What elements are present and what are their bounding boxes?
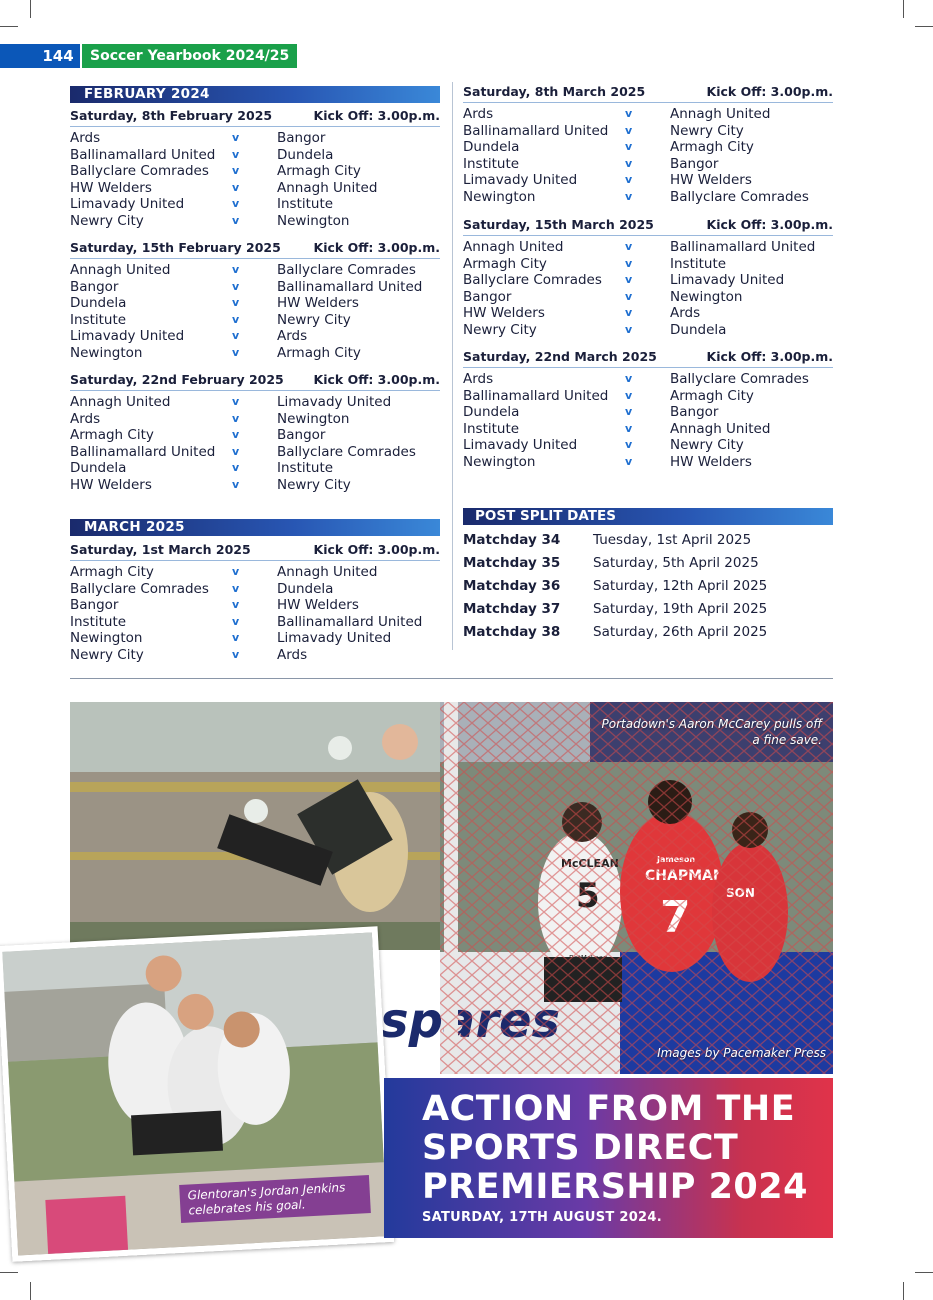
away-team: Newry City bbox=[277, 476, 351, 493]
fixture-date: Saturday, 22nd March 2025 bbox=[463, 349, 657, 364]
crop-mark bbox=[903, 1282, 904, 1300]
fixture-row bbox=[70, 180, 440, 197]
versus-label: v bbox=[232, 444, 240, 458]
fixture-row bbox=[70, 345, 440, 362]
matchday-label: Matchday 38 bbox=[463, 624, 561, 640]
home-team: Dundela bbox=[70, 460, 127, 477]
home-team: HW Welders bbox=[463, 305, 545, 322]
photo-caption-save: Portadown's Aaron McCarey pulls off a fine save. bbox=[601, 717, 822, 747]
fixture-group bbox=[70, 541, 440, 664]
fixture-group bbox=[463, 83, 833, 206]
fixture-row bbox=[463, 156, 833, 173]
fixture-group bbox=[70, 239, 440, 362]
home-team: HW Welders bbox=[70, 179, 152, 196]
post-split-heading: POST SPLIT DATES bbox=[463, 508, 833, 525]
away-team: Newry City bbox=[670, 122, 744, 139]
away-team: Newry City bbox=[670, 437, 744, 454]
versus-label: v bbox=[232, 329, 240, 343]
home-team: Armagh City bbox=[463, 255, 547, 272]
home-team: Newington bbox=[463, 188, 536, 205]
home-team: Limavady United bbox=[463, 172, 578, 189]
photo-credit: Images by Pacemaker Press bbox=[657, 1046, 826, 1060]
home-team: Ards bbox=[463, 106, 494, 122]
versus-label: v bbox=[232, 180, 240, 194]
fixture-row bbox=[463, 371, 833, 388]
home-team: Institute bbox=[463, 155, 520, 172]
away-team: Newry City bbox=[277, 311, 351, 328]
matchday-row bbox=[463, 598, 833, 620]
header-bar bbox=[0, 44, 38, 68]
versus-label: v bbox=[625, 306, 633, 320]
away-team: Limavady United bbox=[277, 630, 392, 647]
photo-caption-celebration: Glentoran's Jordan Jenkins celebrates his goal. bbox=[179, 1175, 371, 1223]
away-team: Ballyclare Comrades bbox=[670, 371, 809, 387]
home-team: Institute bbox=[70, 311, 127, 328]
fixture-row bbox=[70, 279, 440, 296]
home-team: Newry City bbox=[70, 212, 144, 229]
versus-label: v bbox=[625, 107, 633, 120]
away-team: HW Welders bbox=[277, 295, 359, 312]
versus-label: v bbox=[625, 140, 633, 154]
fixture-date: Saturday, 15th March 2025 bbox=[463, 217, 654, 232]
column-divider bbox=[452, 82, 453, 650]
matchday-date: Saturday, 26th April 2025 bbox=[593, 624, 768, 640]
versus-label: v bbox=[232, 581, 240, 595]
home-team: Armagh City bbox=[70, 564, 154, 580]
match-action-photo bbox=[440, 702, 833, 1074]
away-team: Bangor bbox=[277, 427, 326, 444]
home-team: Ballyclare Comrades bbox=[70, 580, 209, 597]
fixture-row bbox=[70, 427, 440, 444]
away-team: Newington bbox=[277, 212, 350, 229]
home-team: Bangor bbox=[70, 597, 119, 614]
fixture-row bbox=[70, 460, 440, 477]
fixture-row bbox=[70, 295, 440, 312]
versus-label: v bbox=[232, 312, 240, 326]
home-team: Dundela bbox=[463, 404, 520, 421]
fixture-row bbox=[70, 614, 440, 631]
fixture-date: Saturday, 15th February 2025 bbox=[70, 240, 281, 255]
crop-mark bbox=[903, 0, 904, 18]
matchday-label: Matchday 35 bbox=[463, 555, 561, 571]
fixture-row bbox=[463, 421, 833, 438]
home-team: HW Welders bbox=[70, 476, 152, 493]
away-team: Newington bbox=[670, 288, 743, 305]
versus-label: v bbox=[232, 147, 240, 161]
section-divider bbox=[70, 678, 833, 679]
versus-label: v bbox=[625, 240, 633, 253]
crop-mark bbox=[30, 0, 31, 18]
crop-mark bbox=[0, 1272, 18, 1273]
fixture-row bbox=[463, 388, 833, 405]
fixture-row bbox=[70, 394, 440, 411]
fixture-date-header bbox=[70, 541, 440, 561]
versus-label: v bbox=[232, 197, 240, 211]
versus-label: v bbox=[232, 565, 240, 578]
fixture-row bbox=[70, 630, 440, 647]
versus-label: v bbox=[625, 273, 633, 287]
home-team: Bangor bbox=[70, 278, 119, 295]
away-team: Armagh City bbox=[670, 139, 754, 156]
away-team: Annagh United bbox=[277, 564, 378, 580]
home-team: Institute bbox=[70, 613, 127, 630]
fixture-date: Saturday, 22nd February 2025 bbox=[70, 372, 284, 387]
page-number: 144 bbox=[36, 44, 80, 68]
matchday-label: Matchday 34 bbox=[463, 532, 561, 548]
versus-label: v bbox=[232, 164, 240, 178]
versus-label: v bbox=[625, 421, 633, 435]
fixture-row bbox=[463, 454, 833, 471]
fixture-row bbox=[70, 312, 440, 329]
away-team: Annagh United bbox=[670, 106, 771, 122]
versus-label: v bbox=[625, 156, 633, 170]
fixture-row bbox=[70, 130, 440, 147]
kickoff-time: Kick Off: 3.00p.m. bbox=[313, 240, 440, 255]
kickoff-time: Kick Off: 3.00p.m. bbox=[313, 542, 440, 557]
fixture-date-header bbox=[70, 239, 440, 259]
fixture-row bbox=[70, 213, 440, 230]
away-team: Limavady United bbox=[277, 394, 392, 410]
versus-label: v bbox=[625, 289, 633, 303]
crop-mark bbox=[915, 26, 933, 27]
fixture-date-header bbox=[463, 83, 833, 103]
versus-label: v bbox=[625, 123, 633, 137]
away-team: Bangor bbox=[670, 404, 719, 421]
home-team: Ballinamallard United bbox=[70, 443, 216, 460]
versus-label: v bbox=[625, 173, 633, 187]
fixture-row bbox=[70, 147, 440, 164]
versus-label: v bbox=[232, 598, 240, 612]
fixture-row bbox=[463, 139, 833, 156]
away-team: Annagh United bbox=[670, 420, 771, 437]
away-team: Ballinamallard United bbox=[277, 278, 423, 295]
home-team: Ballinamallard United bbox=[70, 146, 216, 163]
banner-title: ACTION FROM THE SPORTS DIRECT PREMIERSHIP 2024 bbox=[422, 1089, 808, 1207]
publication-title: Soccer Yearbook 2024/25 bbox=[82, 44, 297, 68]
away-team: Dundela bbox=[670, 321, 727, 338]
versus-label: v bbox=[625, 322, 633, 336]
versus-label: v bbox=[232, 263, 240, 276]
away-team: Limavady United bbox=[670, 272, 785, 289]
versus-label: v bbox=[625, 405, 633, 419]
away-team: HW Welders bbox=[670, 172, 752, 189]
home-team: Newington bbox=[463, 453, 536, 470]
versus-label: v bbox=[232, 279, 240, 293]
away-team: Ballinamallard United bbox=[670, 239, 816, 255]
versus-label: v bbox=[232, 411, 240, 425]
away-team: Ards bbox=[277, 328, 308, 345]
away-team: Annagh United bbox=[277, 179, 378, 196]
home-team: Ballinamallard United bbox=[463, 122, 609, 139]
fixture-row bbox=[463, 123, 833, 140]
versus-label: v bbox=[625, 189, 633, 203]
banner-date: SATURDAY, 17TH AUGUST 2024. bbox=[422, 1210, 662, 1225]
fixture-date-header bbox=[463, 216, 833, 236]
matchday-label: Matchday 36 bbox=[463, 578, 561, 594]
versus-label: v bbox=[625, 256, 633, 270]
month-heading-february: FEBRUARY 2024 bbox=[70, 86, 440, 103]
away-team: Ballyclare Comrades bbox=[277, 262, 416, 278]
away-team: Ards bbox=[670, 305, 701, 322]
home-team: Newington bbox=[70, 630, 143, 647]
kickoff-time: Kick Off: 3.00p.m. bbox=[313, 372, 440, 387]
fixture-date-header bbox=[463, 348, 833, 368]
fixture-date: Saturday, 8th February 2025 bbox=[70, 108, 273, 123]
versus-label: v bbox=[625, 438, 633, 452]
away-team: Ballyclare Comrades bbox=[670, 188, 809, 205]
home-team: Armagh City bbox=[70, 427, 154, 444]
home-team: Dundela bbox=[463, 139, 520, 156]
crop-mark bbox=[0, 26, 18, 27]
away-team: Institute bbox=[670, 255, 727, 272]
fixture-row bbox=[70, 581, 440, 598]
fixture-row bbox=[70, 477, 440, 494]
versus-label: v bbox=[232, 614, 240, 628]
kickoff-time: Kick Off: 3.00p.m. bbox=[706, 217, 833, 232]
fixture-row bbox=[463, 189, 833, 206]
feature-banner bbox=[384, 1078, 833, 1238]
away-team: HW Welders bbox=[277, 597, 359, 614]
home-team: Dundela bbox=[70, 295, 127, 312]
fixture-group bbox=[463, 216, 833, 339]
fixture-row bbox=[463, 437, 833, 454]
matchday-date: Saturday, 12th April 2025 bbox=[593, 578, 768, 594]
fixture-row bbox=[70, 163, 440, 180]
goalkeeper-photo bbox=[70, 702, 440, 950]
versus-label: v bbox=[232, 395, 240, 408]
matchday-row bbox=[463, 552, 833, 574]
fixture-row bbox=[70, 647, 440, 664]
away-team: Dundela bbox=[277, 146, 334, 163]
away-team: Dundela bbox=[277, 580, 334, 597]
away-team: Armagh City bbox=[670, 387, 754, 404]
fixture-row bbox=[463, 404, 833, 421]
away-team: Ballyclare Comrades bbox=[277, 443, 416, 460]
away-team: Bangor bbox=[277, 130, 326, 146]
fixture-row bbox=[70, 411, 440, 428]
fixture-group bbox=[70, 371, 440, 494]
kickoff-time: Kick Off: 3.00p.m. bbox=[706, 84, 833, 99]
kickoff-time: Kick Off: 3.00p.m. bbox=[313, 108, 440, 123]
fixture-row bbox=[70, 564, 440, 581]
away-team: Armagh City bbox=[277, 344, 361, 361]
fixture-row bbox=[463, 239, 833, 256]
versus-label: v bbox=[232, 631, 240, 645]
home-team: Ards bbox=[70, 410, 101, 427]
fixture-row bbox=[463, 106, 833, 123]
home-team: Ards bbox=[70, 130, 101, 146]
matchday-row bbox=[463, 529, 833, 551]
versus-label: v bbox=[232, 213, 240, 227]
matchday-row bbox=[463, 621, 833, 643]
away-team: Bangor bbox=[670, 155, 719, 172]
fixture-row bbox=[70, 262, 440, 279]
crop-mark bbox=[915, 1272, 933, 1273]
fixture-date-header bbox=[70, 371, 440, 391]
fixture-group bbox=[463, 348, 833, 471]
home-team: Annagh United bbox=[463, 239, 564, 255]
fixture-row bbox=[70, 444, 440, 461]
fixture-row bbox=[70, 597, 440, 614]
month-heading-march: MARCH 2025 bbox=[70, 519, 440, 536]
fixture-date-header bbox=[70, 107, 440, 127]
home-team: Limavady United bbox=[70, 328, 185, 345]
versus-label: v bbox=[232, 477, 240, 491]
home-team: Annagh United bbox=[70, 262, 171, 278]
versus-label: v bbox=[232, 461, 240, 475]
home-team: Bangor bbox=[463, 288, 512, 305]
matchday-row bbox=[463, 575, 833, 597]
fixture-group bbox=[70, 107, 440, 230]
versus-label: v bbox=[232, 296, 240, 310]
versus-label: v bbox=[232, 345, 240, 359]
away-team: Institute bbox=[277, 460, 334, 477]
away-team: Newington bbox=[277, 410, 350, 427]
away-team: HW Welders bbox=[670, 453, 752, 470]
fixture-date: Saturday, 1st March 2025 bbox=[70, 542, 251, 557]
away-team: Institute bbox=[277, 196, 334, 213]
home-team: Ballyclare Comrades bbox=[70, 163, 209, 180]
fixture-row bbox=[463, 322, 833, 339]
home-team: Ballyclare Comrades bbox=[463, 272, 602, 289]
fixture-row bbox=[463, 172, 833, 189]
home-team: Ballinamallard United bbox=[463, 387, 609, 404]
away-team: Ards bbox=[277, 646, 308, 663]
fixture-row bbox=[463, 305, 833, 322]
home-team: Limavady United bbox=[70, 196, 185, 213]
kickoff-time: Kick Off: 3.00p.m. bbox=[706, 349, 833, 364]
versus-label: v bbox=[625, 454, 633, 468]
matchday-label: Matchday 37 bbox=[463, 601, 561, 617]
matchday-date: Saturday, 19th April 2025 bbox=[593, 601, 768, 617]
fixture-row bbox=[70, 328, 440, 345]
fixture-row bbox=[463, 272, 833, 289]
home-team: Annagh United bbox=[70, 394, 171, 410]
home-team: Ards bbox=[463, 371, 494, 387]
versus-label: v bbox=[625, 388, 633, 402]
home-team: Newry City bbox=[463, 321, 537, 338]
fixture-row bbox=[463, 289, 833, 306]
versus-label: v bbox=[232, 428, 240, 442]
versus-label: v bbox=[232, 131, 240, 144]
home-team: Newington bbox=[70, 344, 143, 361]
matchday-date: Saturday, 5th April 2025 bbox=[593, 555, 759, 571]
home-team: Newry City bbox=[70, 646, 144, 663]
versus-label: v bbox=[232, 647, 240, 661]
away-team: Armagh City bbox=[277, 163, 361, 180]
matchday-date: Tuesday, 1st April 2025 bbox=[593, 532, 752, 548]
home-team: Limavady United bbox=[463, 437, 578, 454]
fixture-row bbox=[463, 256, 833, 273]
home-team: Institute bbox=[463, 420, 520, 437]
away-team: Ballinamallard United bbox=[277, 613, 423, 630]
fixture-row bbox=[70, 196, 440, 213]
crop-mark bbox=[30, 1282, 31, 1300]
versus-label: v bbox=[625, 372, 633, 385]
fixture-date: Saturday, 8th March 2025 bbox=[463, 84, 646, 99]
